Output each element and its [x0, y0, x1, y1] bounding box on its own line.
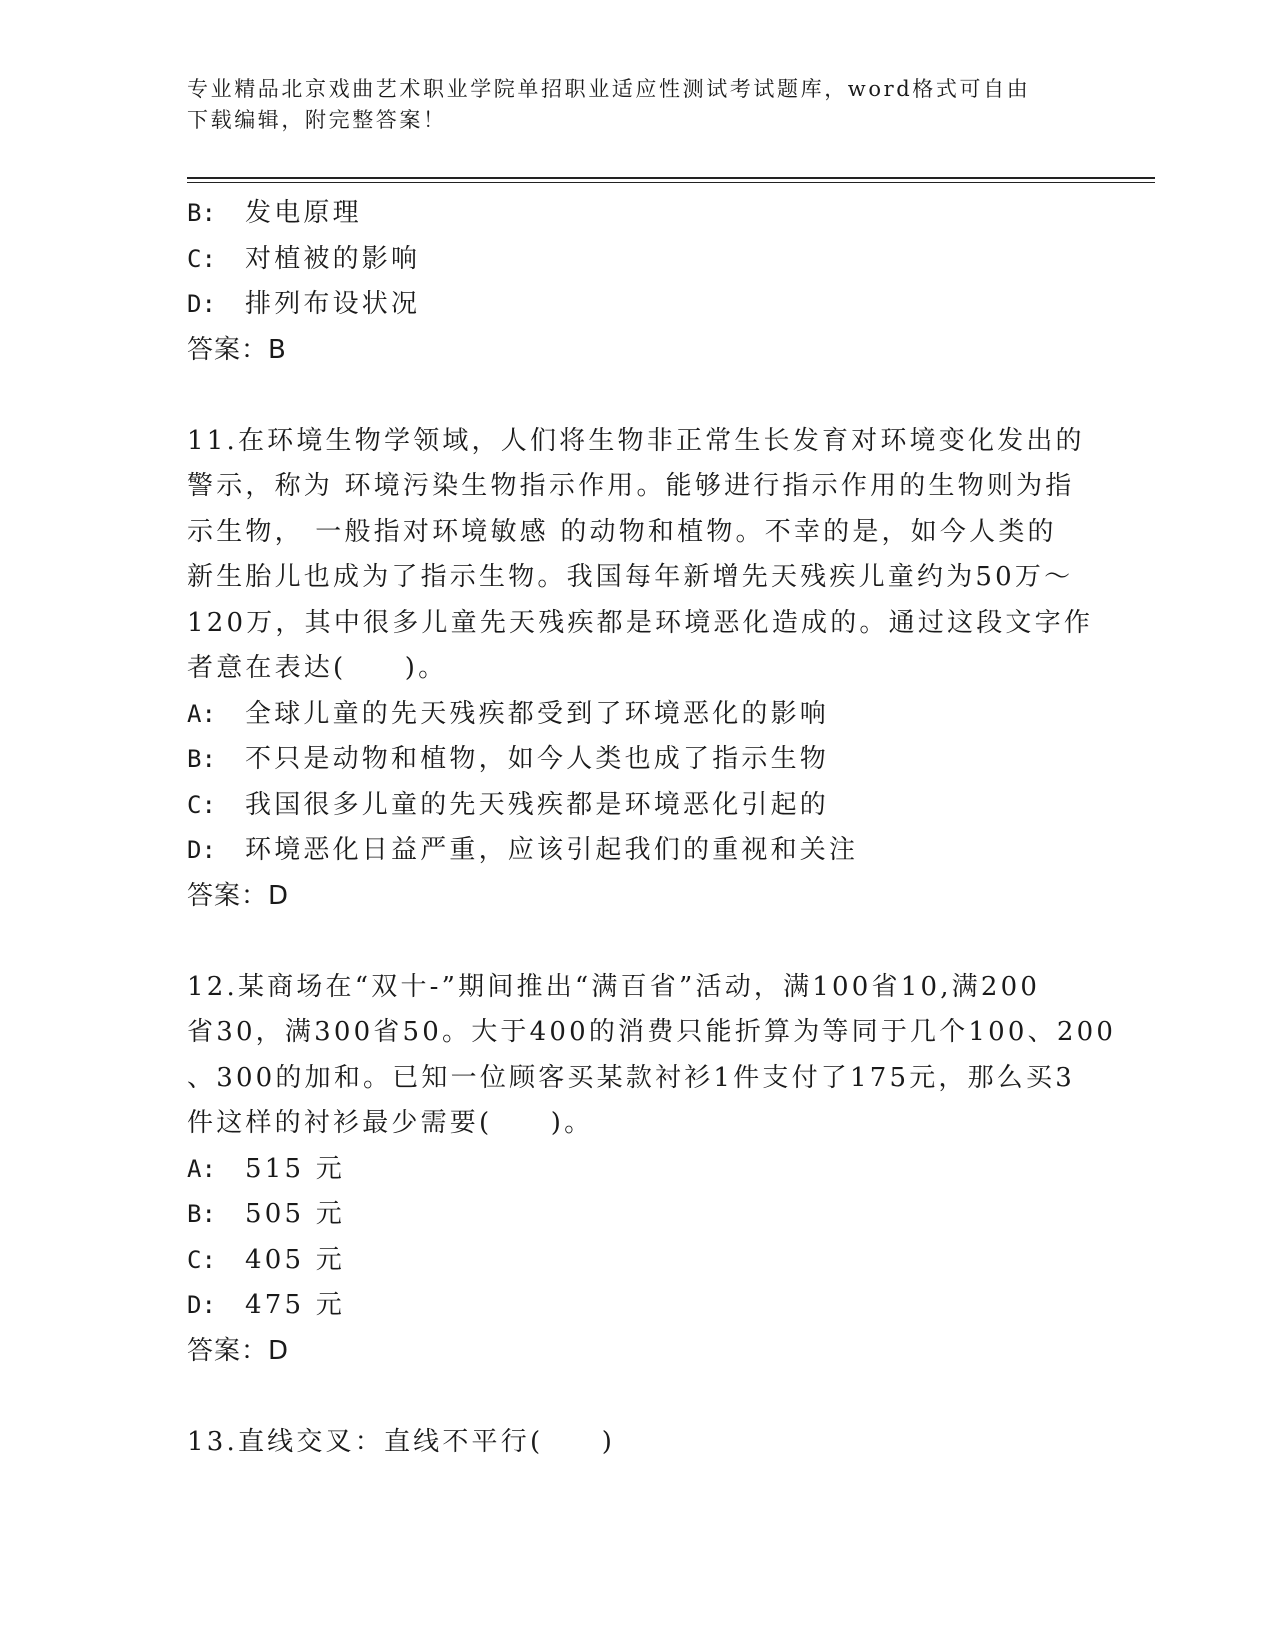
question-text-line: 省30，满300省50。大于400的消费只能折算为等同于几个100、200 — [187, 1017, 1117, 1047]
question-13 — [187, 1420, 1087, 1466]
option-b: B: 505 元 — [187, 1199, 345, 1229]
question-text-line: 、300的加和。已知一位顾客买某款衬衫1件支付了175元，那么买3 — [187, 1062, 1075, 1093]
question-text-line: 11.在环境生物学领域，人们将生物非正常生长发育对环境变化发出的 — [187, 425, 1085, 456]
document-body — [187, 191, 1117, 1465]
question-partial — [187, 191, 1087, 373]
option-b: B: 不只是动物和植物，如今人类也成了指示生物 — [187, 744, 830, 774]
question-text-line: 13.直线交叉：直线不平行( ) — [187, 1426, 616, 1457]
header-divider — [187, 177, 1155, 179]
option-b: B: 发电原理 — [187, 198, 362, 228]
option-d: D: 排列布设状况 — [187, 289, 421, 319]
question-text-line: 120万，其中很多儿童先天残疾都是环境恶化造成的。通过这段文字作 — [187, 607, 1094, 638]
option-c: C: 405 元 — [187, 1244, 345, 1275]
question-text-line: 新生胎儿也成为了指示生物。我国每年新增先天残疾儿童约为50万～ — [187, 562, 1074, 592]
answer-label: 答案：D — [187, 1335, 290, 1366]
answer-label: 答案：D — [187, 880, 290, 911]
answer-label: 答案：B — [187, 334, 287, 365]
question-text-line: 件这样的衬衫最少需要( )。 — [187, 1108, 594, 1138]
option-a: A: 515 元 — [187, 1153, 345, 1184]
spacer — [187, 919, 1087, 965]
question-text-line: 示生物， 一般指对环境敏感 的动物和植物。不幸的是，如今人类的 — [187, 516, 1057, 547]
question-12 — [187, 965, 1117, 1375]
header-line-2: 下载编辑，附完整答案！ — [187, 108, 447, 132]
option-d: D: 475 元 — [187, 1290, 345, 1320]
document-header — [187, 74, 1087, 136]
option-c: C: 我国很多儿童的先天残疾都是环境恶化引起的 — [187, 789, 830, 820]
option-a: A: 全球儿童的先天残疾都受到了环境恶化的影响 — [187, 698, 830, 729]
question-text-line: 12.某商场在“双十-”期间推出“满百省”活动，满100省10,满200 — [187, 971, 1041, 1002]
header-divider-thin — [187, 182, 1155, 183]
question-text-line: 者意在表达( )。 — [187, 653, 448, 683]
question-text-line: 警示，称为 环境污染生物指示作用。能够进行指示作用的生物则为指 — [187, 471, 1075, 501]
option-c: C: 对植被的影响 — [187, 243, 421, 274]
question-11 — [187, 419, 1094, 920]
spacer — [187, 373, 1087, 419]
header-line-1: 专业精品北京戏曲艺术职业学院单招职业适应性测试考试题库，word格式可自由 — [187, 77, 1031, 101]
option-d: D: 环境恶化日益严重，应该引起我们的重视和关注 — [187, 835, 859, 865]
spacer — [187, 1374, 1087, 1420]
